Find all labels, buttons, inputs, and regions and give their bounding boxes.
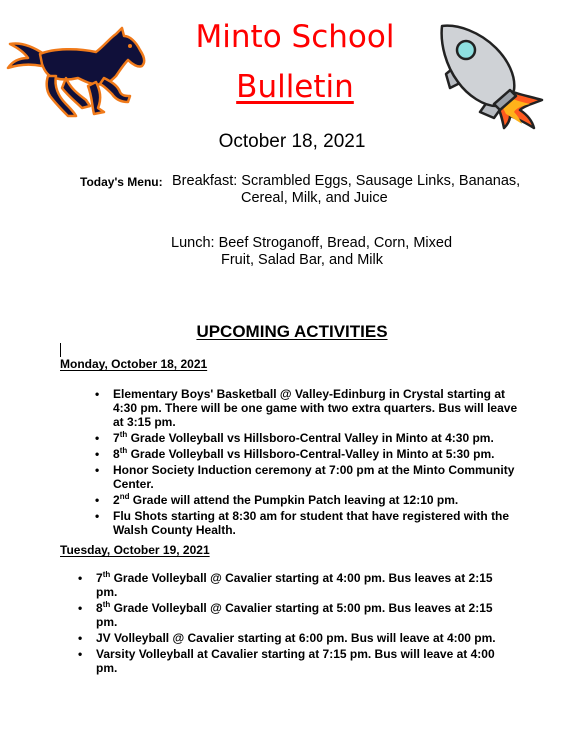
list-item: • 2nd Grade will attend the Pumpkin Patch leaving at 12:10 pm. xyxy=(113,493,523,507)
lunch-line-2: Fruit, Salad Bar, and Milk xyxy=(221,252,383,268)
monday-activities-list xyxy=(113,387,523,539)
text-cursor xyxy=(60,343,61,357)
list-item: • Flu Shots starting at 8:30 am for student that have registered with the Walsh County Health. xyxy=(113,509,523,537)
list-item: • Honor Society Induction ceremony at 7:00 pm at the Minto Community Center. xyxy=(113,463,523,491)
bulletin-title-line2: Bulletin xyxy=(236,69,354,105)
list-item: • Elementary Boys' Basketball @ Valley-Edinburg in Crystal starting at 4:30 pm. There will be one game with two extra quarters. Bus will leave at 3:15 pm. xyxy=(113,387,523,429)
upcoming-activities-heading: UPCOMING ACTIVITIES xyxy=(196,322,388,341)
day-heading-tuesday: Tuesday, October 19, 2021 xyxy=(60,543,210,557)
tuesday-activities-list xyxy=(96,571,516,677)
breakfast-line-1: Breakfast: Scrambled Eggs, Sausage Links, Bananas, xyxy=(172,173,521,189)
breakfast-menu xyxy=(172,173,532,207)
list-item: • JV Volleyball @ Cavalier starting at 6:00 pm. Bus will leave at 4:00 pm. xyxy=(96,631,516,645)
breakfast-line-2: Cereal, Milk, and Juice xyxy=(241,190,388,206)
mustang-mascot-icon xyxy=(4,24,150,118)
list-item: • 8th Grade Volleyball vs Hillsboro-Central-Valley in Minto at 5:30 pm. xyxy=(113,447,523,461)
list-item: • 7th Grade Volleyball vs Hillsboro-Central Valley in Minto at 4:30 pm. xyxy=(113,431,523,445)
day-heading-monday: Monday, October 18, 2021 xyxy=(60,357,208,371)
lunch-menu xyxy=(171,235,471,269)
list-item: • Varsity Volleyball at Cavalier starting at 7:15 pm. Bus will leave at 4:00 pm. xyxy=(96,647,516,675)
list-item: • 8th Grade Volleyball @ Cavalier starting at 5:00 pm. Bus leaves at 2:15 pm. xyxy=(96,601,516,629)
bulletin-date: October 18, 2021 xyxy=(218,131,366,152)
list-item: • 7th Grade Volleyball @ Cavalier starting at 4:00 pm. Bus leaves at 2:15 pm. xyxy=(96,571,516,599)
bulletin-title-line1: Minto School xyxy=(195,19,395,55)
menu-label: Today's Menu: xyxy=(80,175,163,189)
rocket-icon xyxy=(436,20,548,130)
lunch-line-1: Lunch: Beef Stroganoff, Bread, Corn, Mixed xyxy=(171,235,453,251)
